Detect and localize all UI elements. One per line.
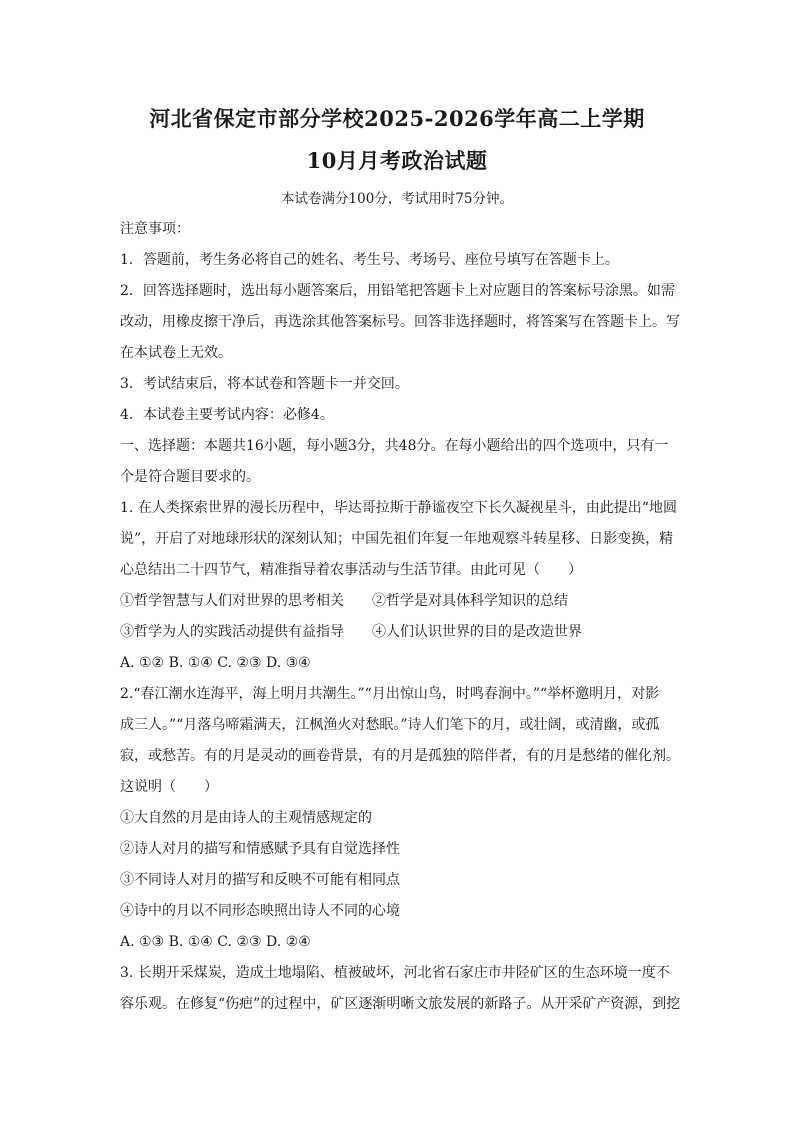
- notes-heading: 注意事项：: [120, 221, 190, 237]
- exam-info: 本试卷满分100分，考试用时75分钟。: [281, 191, 513, 207]
- question-1-option-2: ②哲学是对具体科学知识的总结: [372, 593, 568, 609]
- page-title-line2: 10月月考政治试题: [306, 148, 488, 173]
- note-line: 1．答题前，考生务必将自己的姓名、考生号、考场号、座位号填写在答题卡上。: [120, 252, 619, 268]
- question-2-answers: A. ①③ B. ①④ C. ②③ D. ②④: [120, 934, 311, 950]
- question-3-stem: 3. 长期开采煤炭，造成土地塌陷、植被破坏，河北省石家庄市井陉矿区的生态环境一度不: [120, 965, 670, 981]
- page-title: 河北省保定市部分学校2025-2026学年高二上学期: [149, 106, 645, 131]
- note-line: 4．本试卷主要考试内容：必修4。: [120, 407, 334, 423]
- document-body: [120, 214, 680, 1020]
- note-line: 在本试卷上无效。: [120, 345, 232, 361]
- section-heading: 个是符合题目要求的。: [120, 469, 260, 485]
- question-3-stem: 容乐观。在修复“伤疤”的过程中，矿区逐渐明晰文旅发展的新路子。从开采矿产资源，到挖: [120, 996, 681, 1012]
- question-2-option: ①大自然的月是由诗人的主观情感规定的: [120, 810, 372, 826]
- question-1-option-1: ①哲学智慧与人们对世界的思考相关: [120, 593, 344, 609]
- question-2-option: ③不同诗人对月的描写和反映不可能有相同点: [120, 872, 400, 888]
- note-line: 3．考试结束后，将本试卷和答题卡一并交回。: [120, 376, 409, 392]
- question-1-answers: A. ①② B. ①④ C. ②③ D. ③④: [120, 655, 311, 671]
- question-1-stem: 说”，开启了对地球形状的深刻认知；中国先祖们年复一年地观察斗转星移、日影变换，精: [120, 531, 674, 547]
- question-2-stem: 2.“春江潮水连海平，海上明月共潮生。”“月出惊山鸟，时鸣春涧中。”“举杯邀明月，对影: [120, 686, 660, 702]
- section-heading: 一、选择题：本题共16小题，每小题3分，共48分。在每小题给出的四个选项中，只有一: [120, 438, 669, 454]
- note-line: 改动，用橡皮擦干净后，再选涂其他答案标号。回答非选择题时，将答案写在答题卡上。写: [120, 314, 680, 330]
- question-2-stem: 这说明（ ）: [120, 779, 218, 795]
- question-1-options-row: [120, 586, 680, 617]
- question-2-stem: 寂，或愁苦。有的月是灵动的画卷背景，有的月是孤独的陪伴者，有的月是愁绪的催化剂。: [120, 748, 680, 764]
- note-line: 2．回答选择题时，选出每小题答案后，用铅笔把答题卡上对应题目的答案标号涂黑。如需: [120, 283, 675, 299]
- question-1-option-4: ④人们认识世界的目的是改造世界: [372, 624, 582, 640]
- question-2-stem: 成三人。”“月落乌啼霜满天，江枫渔火对愁眠。”诗人们笔下的月，或壮阔，或清幽，或孤: [120, 717, 660, 733]
- question-1-stem: 心总结出二十四节气，精准指导着农事活动与生活节律。由此可见（ ）: [120, 562, 582, 578]
- question-1-option-3: ③哲学为人的实践活动提供有益指导: [120, 624, 344, 640]
- question-1-options-row: [120, 617, 680, 648]
- question-2-option: ④诗中的月以不同形态映照出诗人不同的心境: [120, 903, 400, 919]
- question-2-option: ②诗人对月的描写和情感赋予具有自觉选择性: [120, 841, 400, 857]
- question-1-stem: 1. 在人类探索世界的漫长历程中，毕达哥拉斯于静谧夜空下长久凝视星斗，由此提出“地圆: [120, 500, 677, 516]
